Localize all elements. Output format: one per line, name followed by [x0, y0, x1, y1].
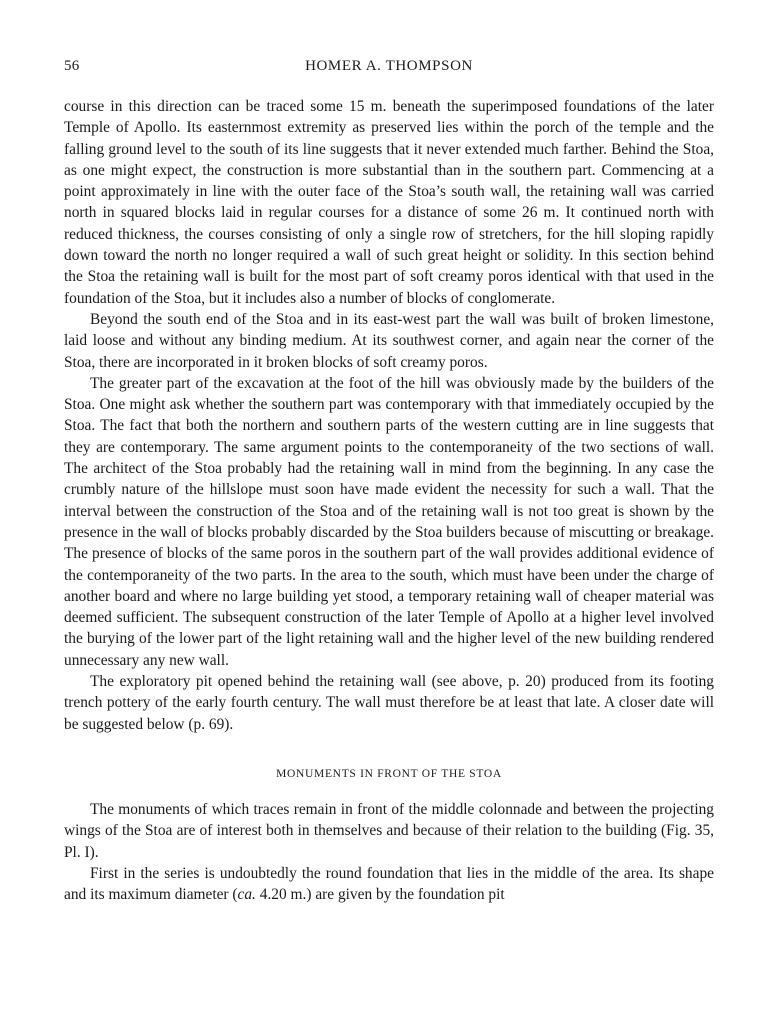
section-heading: MONUMENTS IN FRONT OF THE STOA	[276, 767, 502, 780]
paragraph-5: The monuments of which traces remain in front of the middle colonnade and between the projecting wings of the Stoa are of interest both in themselves and because of their relation to the building (Fig. 35, Pl. I).	[64, 800, 714, 861]
paragraph-6-tail: 4.20 m.) are given by the foundation pit	[255, 886, 505, 904]
running-title: HOMER A. THOMPSON	[305, 58, 473, 74]
body-text	[64, 96, 714, 905]
page	[64, 58, 714, 905]
page-number: 56	[64, 58, 80, 74]
circa-abbreviation: ca.	[237, 886, 256, 904]
paragraph-1: course in this direction can be traced some 15 m. beneath the superimposed foundations of the later Temple of Apollo. Its easternmost extremity as preserved lies within the porch of the temple and the falling ground level to the south of its line suggests that it never extended much farther. Behind the Stoa, as one might expect, the construction is more substantial than in the southern part. Commencing at a point approximately in line with the outer face of the Stoa’s south wall, the retaining wall was carried north in squared blocks laid in regular courses for a distance of some 26 m. It continued north with reduced thickness, the courses consisting of only a single row of stretchers, for the hill sloping rapidly down toward the north no longer required a wall of such great height or solidity. In this section behind the Stoa the retaining wall is built for the most part of soft creamy poros identical with that used in the foundation of the Stoa, but it includes also a number of blocks of conglomerate.	[64, 98, 714, 307]
paragraph-2: Beyond the south end of the Stoa and in its east-west part the wall was built of broken limestone, laid loose and without any binding medium. At its southwest corner, and again near the corner of the Stoa, there are incorporated in it broken blocks of soft creamy poros.	[64, 310, 714, 371]
paragraph-3: The greater part of the excavation at the foot of the hill was obviously made by the builders of the Stoa. One might ask whether the southern part was contemporary with that immediately occupied by the Stoa. The fact that both the northern and southern parts of the western cutting are in line suggests that they are contemporary. The same argument points to the contemporaneity of the two sections of wall. The architect of the Stoa probably had the retaining wall in mind from the beginning. In any case the crumbly nature of the hillslope must soon have made evident the necessity for such a wall. That the interval between the construction of the Stoa and of the retaining wall is not too great is shown by the presence in the wall of blocks probably discarded by the Stoa builders because of miscutting or breakage. The presence of blocks of the same poros in the southern part of the wall provides additional evidence of the contemporaneity of the two parts. In the area to the south, which must have been under the charge of another board and where no large building yet stood, a temporary retaining wall of cheaper material was deemed sufficient. The subsequent construction of the later Temple of Apollo at a higher level involved the burying of the lower part of the light retaining wall and the higher level of the new building rendered unnecessary any new wall.	[64, 374, 714, 669]
paragraph-6	[64, 863, 714, 906]
paragraph-4: The exploratory pit opened behind the retaining wall (see above, p. 20) produced from its footing trench pottery of the early fourth century. The wall must therefore be at least that late. A closer date will be suggested below (p. 69).	[64, 673, 714, 733]
paragraph-6-text: First in the series is undoubtedly the round foundation that lies in the middle of the area. Its shape and its maximum diameter (	[64, 864, 714, 904]
running-head	[64, 58, 714, 82]
